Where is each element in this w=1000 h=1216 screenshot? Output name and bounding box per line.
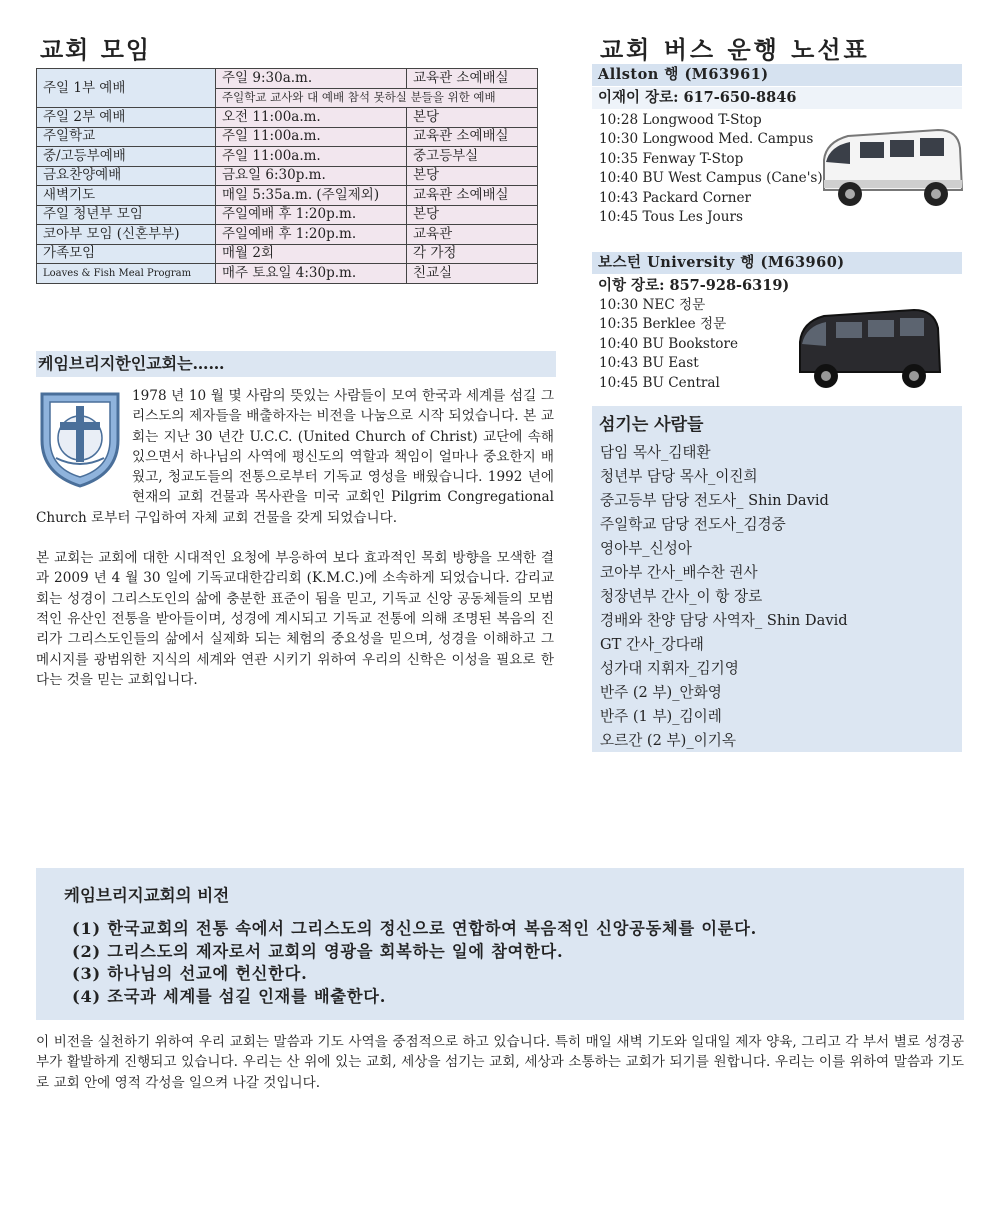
list-item: 10:40 BU West Campus (Cane's) xyxy=(599,170,823,187)
meeting-name: Loaves & Fish Meal Program xyxy=(37,264,216,284)
meeting-note: 주일학교 교사와 대 예배 참석 못하실 분들을 위한 예배 xyxy=(216,88,538,108)
table-row xyxy=(37,127,538,147)
meeting-name: 주일 2부 예배 xyxy=(37,108,216,128)
list-item: (3) 하나님의 선교에 헌신한다. xyxy=(72,964,308,984)
black-bus-icon xyxy=(794,300,944,400)
list-item: 청장년부 간사_이 항 장로 xyxy=(600,588,763,605)
table-row xyxy=(37,264,538,284)
list-item: 10:45 Tous Les Jours xyxy=(599,209,743,226)
meeting-name: 주일학교 xyxy=(37,127,216,147)
bus-title: 교회 버스 운행 노선표 xyxy=(600,35,870,64)
table-row xyxy=(37,69,538,89)
list-item: (1) 한국교회의 전통 속에서 그리스도의 정신으로 연합하여 복음적인 신앙공동체를 이룬다. xyxy=(72,919,758,938)
vision-body: 이 비전을 실천하기 위하여 우리 교회는 말씀과 기도 사역을 중점적으로 하고 있습니다. 특히 매일 새벽 기도와 일대일 제자 양육, 그리고 각 부서 별로 성경공부가 활발하게 진행되고 있습니다. 우리는 산 위에 있는 교회, 세상을 섬기는 교회, 세상과 소통하는 교회가 되기를 원합니다. 우리는 이를 위하여 말씀과 기도로 교회 안에 영적 각성을 일으켜 나갈 것입니다. xyxy=(36,1034,964,1091)
list-item: 청년부 담당 목사_이진희 xyxy=(600,468,758,485)
church-emblem-icon xyxy=(36,388,124,490)
list-item: 코아부 간사_배수찬 권사 xyxy=(600,564,758,581)
list-item: 경배와 찬양 담당 사역자_ Shin David xyxy=(600,612,848,629)
servants-list xyxy=(600,441,848,753)
meeting-name: 새벽기도 xyxy=(37,186,216,206)
meeting-time: 주일 11:00a.m. xyxy=(216,147,407,167)
meeting-place: 교육관 소예배실 xyxy=(407,127,538,147)
meeting-time: 주일 11:00a.m. xyxy=(216,127,407,147)
meeting-time: 주일예배 후 1:20p.m. xyxy=(216,205,407,225)
meeting-name: 중/고등부예배 xyxy=(37,147,216,167)
meeting-name: 주일 1부 예배 xyxy=(37,69,216,108)
meeting-time: 금요일 6:30p.m. xyxy=(216,166,407,186)
list-item: 주일학교 담당 전도사_김경중 xyxy=(600,516,786,533)
meeting-name: 금요찬양예배 xyxy=(37,166,216,186)
list-item: GT 간사_강다래 xyxy=(600,636,704,653)
meeting-time: 주일 9:30a.m. xyxy=(216,69,407,89)
meeting-place: 교육관 소예배실 xyxy=(407,186,538,206)
route-stops-bu xyxy=(599,296,738,393)
list-item: 10:45 BU Central xyxy=(599,374,720,391)
meeting-place: 본당 xyxy=(407,205,538,225)
list-item: 반주 (2 부)_안화영 xyxy=(600,684,722,701)
meetings-table xyxy=(36,68,538,284)
table-row xyxy=(37,225,538,245)
table-row xyxy=(37,108,538,128)
meeting-name: 주일 청년부 모임 xyxy=(37,205,216,225)
list-item: 10:28 Longwood T-Stop xyxy=(599,112,762,128)
route-stops-allston xyxy=(599,111,823,227)
intro-paragraph-2: 본 교회는 교회에 대한 시대적인 요청에 부응하여 보다 효과적인 목회 방향을 모색한 결과 2009 년 4 월 30 일에 기독교대한감리회 (K.M.C.)에 소속하게 되었습니다. 감리교회는 성경이 그리스도인의 삶에 충분한 표준이 됨을 믿고, 기독교 신앙 공동체들의 모범적인 유산인 전통을 받아들이며, 성경에 계시되고 기독교 전통에 의해 조명된 복음의 진리가 그리스도인들의 삶에서 실제화 되는 체험의 중요성을 믿으며, 성경을 이해하고 그 메시지를 광범위한 지식의 세계와 연관 시키기 위하여 우리의 신학은 이성을 필요로 한다는 것을 믿는 교회입니다. xyxy=(36,550,554,688)
route-contact-bu: 이항 장로: 857-928-6319) xyxy=(598,277,790,294)
list-item: 오르간 (2 부)_이기옥 xyxy=(600,732,736,749)
meeting-place: 교육관 소예배실 xyxy=(407,69,538,89)
table-row xyxy=(37,166,538,186)
list-item: 10:43 Packard Corner xyxy=(599,189,751,206)
list-item: 중고등부 담당 전도사_ Shin David xyxy=(600,492,829,509)
list-item: 10:43 BU East xyxy=(599,355,699,372)
list-item: (2) 그리스도의 제자로서 교회의 영광을 회복하는 일에 참여한다. xyxy=(72,941,564,961)
meeting-place: 본당 xyxy=(407,108,538,128)
table-row xyxy=(37,205,538,225)
meeting-place: 각 가정 xyxy=(407,244,538,264)
meeting-place: 교육관 xyxy=(407,225,538,245)
list-item: 영아부_신성아 xyxy=(600,540,692,557)
meeting-time: 매주 토요일 4:30p.m. xyxy=(216,264,407,284)
route-contact-allston: 이재이 장로: 617-650-8846 xyxy=(592,87,962,109)
meeting-time: 오전 11:00a.m. xyxy=(216,108,407,128)
intro-heading: 케임브리지한인교회는…… xyxy=(36,351,556,377)
meeting-name: 코아부 모임 (신혼부부) xyxy=(37,225,216,245)
intro-paragraph xyxy=(36,386,554,528)
list-item: 반주 (1 부)_김이레 xyxy=(600,708,722,725)
list-item: 10:30 NEC 정문 xyxy=(599,297,706,313)
route-heading-bu: 보스턴 University 행 (M63960) xyxy=(592,252,962,274)
list-item: 10:40 BU Bookstore xyxy=(599,335,739,352)
table-row xyxy=(37,147,538,167)
intro-body xyxy=(36,386,554,710)
meeting-place: 중고등부실 xyxy=(407,147,538,167)
list-item: 성가대 지휘자_김기영 xyxy=(600,660,739,677)
meeting-time: 주일예배 후 1:20p.m. xyxy=(216,225,407,245)
route-heading-allston: Allston 행 (M63961) xyxy=(592,64,962,86)
list-item: 10:30 Longwood Med. Campus xyxy=(599,131,814,148)
meetings-title: 교회 모임 xyxy=(40,35,152,64)
intro-paragraph-1: 1978 년 10 월 몇 사람의 뜻있는 사람들이 모여 한국과 세계를 섬길 그리스도의 제자들을 배출하자는 비전을 나눔으로 시작 되었습니다. 본 교회는 지난 30 년간 U.C.C. (United Church of Christ) 교단에 속해 있으면서 하나님의 사역에 평신도의 역할과 책임이 얼마나 중요한지 배웠고, 청교도들의 전통으로부터 기독교 영성을 배웠습니다. 1992 년에 현재의 교회 건물과 목사관을 미국 교회인 Pilgrim Congregational Church 로부터 구입하여 자체 교회 건물을 갖게 되었습니다. xyxy=(36,388,554,526)
meeting-time: 매월 2회 xyxy=(216,244,407,264)
vision-title: 케임브리지교회의 비전 xyxy=(64,886,230,905)
meeting-name: 가족모임 xyxy=(37,244,216,264)
vision-list xyxy=(72,918,757,1008)
list-item: 10:35 Fenway T-Stop xyxy=(599,150,744,167)
meeting-time: 매일 5:35a.m. (주일제외) xyxy=(216,186,407,206)
servants-title: 섬기는 사람들 xyxy=(599,415,704,435)
meeting-place: 친교실 xyxy=(407,264,538,284)
list-item: 담임 목사_김태환 xyxy=(600,444,711,461)
table-row xyxy=(37,186,538,206)
white-bus-icon xyxy=(816,120,966,220)
meeting-place: 본당 xyxy=(407,166,538,186)
list-item: 10:35 Berklee 정문 xyxy=(599,316,727,333)
table-row xyxy=(37,244,538,264)
list-item: (4) 조국과 세계를 섬길 인재를 배출한다. xyxy=(72,986,387,1006)
